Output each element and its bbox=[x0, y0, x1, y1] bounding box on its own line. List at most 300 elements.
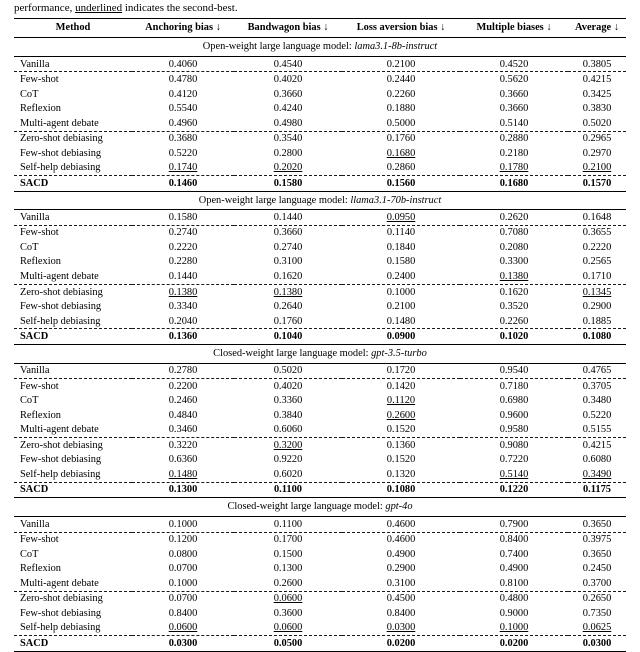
value-cell: 0.1140 bbox=[386, 227, 416, 239]
value-cell bbox=[132, 161, 234, 176]
value-cell: 0.0300 bbox=[132, 636, 234, 652]
second-best-value: 0.1380 bbox=[168, 286, 198, 298]
value-cell: 0.6020 bbox=[234, 467, 342, 482]
second-best-value: 0.1380 bbox=[499, 271, 529, 282]
value-cell: 0.3705 bbox=[582, 380, 612, 392]
value-cell: 0.5620 bbox=[499, 74, 529, 86]
method-cell: SACD bbox=[14, 329, 132, 345]
value-cell: 0.2800 bbox=[273, 147, 303, 159]
value-cell: 0.1500 bbox=[273, 548, 303, 560]
value-cell: 0.1175 bbox=[568, 482, 626, 498]
value-cell: 0.5000 bbox=[342, 116, 460, 131]
value-cell: 0.4900 bbox=[499, 563, 529, 575]
value-cell: 0.7180 bbox=[499, 380, 529, 392]
model-name: gpt-3.5-turbo bbox=[371, 347, 427, 359]
value-cell: 0.6080 bbox=[582, 454, 612, 466]
value-cell: 0.9540 bbox=[460, 363, 568, 379]
section-title bbox=[14, 38, 626, 57]
value-cell: 0.2900 bbox=[386, 563, 416, 575]
value-cell: 0.3830 bbox=[582, 103, 612, 115]
table-row bbox=[14, 210, 626, 226]
method-cell: Zero-shot debiasing bbox=[20, 133, 103, 145]
value-cell: 0.2220 bbox=[168, 241, 198, 253]
method-cell: Few-shot bbox=[20, 227, 59, 239]
value-cell: 0.1680 bbox=[460, 176, 568, 192]
table-row bbox=[14, 102, 626, 117]
value-cell bbox=[460, 161, 568, 176]
value-cell: 0.5220 bbox=[168, 147, 198, 159]
method-cell: Zero-shot debiasing bbox=[20, 286, 103, 298]
value-cell: 0.3655 bbox=[582, 227, 612, 239]
section-category: Open-weight large language model: bbox=[198, 194, 351, 206]
value-cell: 0.1760 bbox=[386, 133, 416, 145]
table-row bbox=[14, 606, 626, 621]
value-cell: 0.1440 bbox=[234, 210, 342, 226]
method-cell: Few-shot debiasing bbox=[20, 607, 102, 619]
value-cell: 0.5140 bbox=[460, 116, 568, 131]
value-cell: 0.2200 bbox=[168, 380, 198, 392]
method-cell: SACD bbox=[14, 482, 132, 498]
value-cell bbox=[132, 284, 234, 299]
value-cell: 0.3600 bbox=[273, 607, 303, 619]
value-cell: 0.4600 bbox=[386, 534, 416, 546]
section-title bbox=[14, 191, 626, 210]
section-title bbox=[14, 344, 626, 363]
value-cell: 0.2860 bbox=[342, 161, 460, 176]
value-cell: 0.1440 bbox=[132, 269, 234, 284]
section-category: Closed-weight large language model: bbox=[227, 501, 386, 513]
model-name: lama3.1-8b-instruct bbox=[354, 41, 438, 53]
second-best-value: 0.1380 bbox=[273, 286, 303, 298]
method-cell: Self-help debiasing bbox=[14, 621, 132, 636]
table-row bbox=[14, 621, 626, 636]
value-cell bbox=[132, 621, 234, 636]
value-cell: 0.8400 bbox=[168, 607, 198, 619]
value-cell: 0.1620 bbox=[499, 286, 529, 298]
section-header-row bbox=[14, 38, 626, 57]
value-cell: 0.3480 bbox=[582, 395, 612, 407]
second-best-value: 0.0300 bbox=[386, 622, 416, 634]
value-cell bbox=[342, 210, 460, 226]
table-row bbox=[14, 161, 626, 176]
method-cell: Few-shot debiasing bbox=[20, 147, 102, 159]
value-cell: 0.9580 bbox=[460, 423, 568, 438]
value-cell: 0.2280 bbox=[168, 256, 198, 268]
value-cell: 0.2040 bbox=[132, 314, 234, 329]
method-cell: Multi-agent debate bbox=[14, 423, 132, 438]
value-cell: 0.1080 bbox=[342, 482, 460, 498]
value-cell: 0.2440 bbox=[386, 74, 416, 86]
second-best-value: 0.1480 bbox=[168, 468, 198, 480]
value-cell: 0.1000 bbox=[386, 286, 416, 298]
table-row bbox=[14, 408, 626, 423]
method-cell: Multi-agent debate bbox=[14, 269, 132, 284]
table-row bbox=[14, 394, 626, 409]
value-cell: 0.1580 bbox=[386, 256, 416, 268]
value-cell: 0.2450 bbox=[582, 563, 612, 575]
second-best-value: 0.0600 bbox=[168, 622, 198, 634]
second-best-value: 0.2600 bbox=[386, 409, 416, 421]
value-cell: 0.4520 bbox=[460, 56, 568, 72]
value-cell: 0.6360 bbox=[168, 454, 198, 466]
second-best-value: 0.1740 bbox=[168, 162, 198, 174]
value-cell bbox=[234, 438, 342, 453]
value-cell bbox=[234, 161, 342, 176]
section-category: Closed-weight large language model: bbox=[213, 347, 372, 359]
value-cell: 0.2970 bbox=[582, 147, 612, 159]
value-cell bbox=[460, 621, 568, 636]
value-cell: 0.8400 bbox=[386, 607, 416, 619]
value-cell: 0.8400 bbox=[499, 534, 529, 546]
second-best-value: 0.1680 bbox=[386, 147, 416, 159]
value-cell: 0.0200 bbox=[342, 636, 460, 652]
value-cell: 0.1420 bbox=[386, 380, 416, 392]
value-cell: 0.3975 bbox=[582, 534, 612, 546]
table-row bbox=[14, 299, 626, 314]
results-table bbox=[14, 18, 626, 652]
value-cell: 0.8100 bbox=[460, 576, 568, 591]
table-row bbox=[14, 517, 626, 533]
value-cell: 0.4840 bbox=[168, 409, 198, 421]
section-header-row bbox=[14, 498, 626, 517]
table-row bbox=[14, 562, 626, 577]
value-cell: 0.3660 bbox=[499, 103, 529, 115]
value-cell: 0.1700 bbox=[273, 534, 303, 546]
value-cell bbox=[234, 591, 342, 606]
value-cell: 0.0900 bbox=[342, 329, 460, 345]
method-cell: Zero-shot debiasing bbox=[20, 439, 103, 451]
value-cell: 0.4215 bbox=[582, 74, 612, 86]
value-cell: 0.1480 bbox=[342, 314, 460, 329]
value-cell: 0.1840 bbox=[386, 241, 416, 253]
value-cell: 0.4800 bbox=[499, 593, 529, 605]
method-cell: Reflexion bbox=[20, 409, 61, 421]
table-row bbox=[14, 87, 626, 102]
method-cell: Vanilla bbox=[14, 517, 132, 533]
value-cell: 0.1580 bbox=[132, 210, 234, 226]
value-cell: 0.4060 bbox=[132, 56, 234, 72]
method-cell: SACD bbox=[14, 636, 132, 652]
value-cell: 0.9080 bbox=[499, 439, 529, 451]
method-cell: Self-help debiasing bbox=[14, 467, 132, 482]
value-cell: 0.1620 bbox=[234, 269, 342, 284]
table-row bbox=[14, 467, 626, 482]
value-cell: 0.3220 bbox=[168, 439, 198, 451]
value-cell: 0.5540 bbox=[168, 103, 198, 115]
column-header-0: Method bbox=[14, 19, 132, 38]
value-cell: 0.1460 bbox=[132, 176, 234, 192]
value-cell: 0.3660 bbox=[273, 88, 303, 100]
value-cell: 0.1220 bbox=[460, 482, 568, 498]
table-row bbox=[14, 379, 626, 394]
value-cell: 0.3660 bbox=[499, 88, 529, 100]
model-name: gpt-4o bbox=[385, 501, 413, 513]
value-cell: 0.4980 bbox=[234, 116, 342, 131]
value-cell: 0.0300 bbox=[568, 636, 626, 652]
method-cell: Few-shot bbox=[20, 534, 59, 546]
value-cell bbox=[132, 467, 234, 482]
table-row bbox=[14, 116, 626, 131]
table-row bbox=[14, 225, 626, 240]
table-row bbox=[14, 56, 626, 72]
value-cell: 0.3300 bbox=[499, 256, 529, 268]
value-cell: 0.4540 bbox=[234, 56, 342, 72]
value-cell bbox=[342, 621, 460, 636]
second-best-value: 0.3490 bbox=[582, 468, 612, 480]
value-cell: 0.1320 bbox=[342, 467, 460, 482]
method-cell: Self-help debiasing bbox=[14, 161, 132, 176]
value-cell: 0.4020 bbox=[273, 74, 303, 86]
value-cell: 0.4020 bbox=[273, 380, 303, 392]
value-cell: 0.1880 bbox=[386, 103, 416, 115]
section-header-row bbox=[14, 344, 626, 363]
table-row bbox=[14, 532, 626, 547]
method-cell: Reflexion bbox=[20, 563, 61, 575]
model-name: llama3.1-70b-instruct bbox=[350, 194, 442, 206]
value-cell: 0.9000 bbox=[499, 607, 529, 619]
method-cell: Few-shot debiasing bbox=[20, 301, 102, 313]
table-row bbox=[14, 576, 626, 591]
column-header-2: Bandwagon bias ↓ bbox=[234, 19, 342, 38]
value-cell: 0.3360 bbox=[273, 395, 303, 407]
method-cell: Zero-shot debiasing bbox=[20, 593, 103, 605]
value-cell: 0.2180 bbox=[499, 147, 529, 159]
value-cell: 0.0700 bbox=[168, 563, 198, 575]
second-best-value: 0.1345 bbox=[582, 286, 612, 298]
second-best-value: 0.0600 bbox=[273, 593, 303, 605]
value-cell: 0.2260 bbox=[460, 314, 568, 329]
value-cell bbox=[342, 146, 460, 161]
value-cell: 0.0700 bbox=[168, 593, 198, 605]
value-cell bbox=[342, 394, 460, 409]
value-cell: 0.0500 bbox=[234, 636, 342, 652]
method-cell: SACD bbox=[14, 176, 132, 192]
value-cell: 0.1560 bbox=[342, 176, 460, 192]
value-cell: 0.3650 bbox=[568, 517, 626, 533]
value-cell bbox=[234, 284, 342, 299]
table-row bbox=[14, 284, 626, 299]
value-cell bbox=[568, 284, 626, 299]
second-best-value: 0.0625 bbox=[582, 622, 612, 634]
value-cell: 0.0800 bbox=[168, 548, 198, 560]
table-row bbox=[14, 131, 626, 146]
table-row bbox=[14, 438, 626, 453]
value-cell: 0.6060 bbox=[234, 423, 342, 438]
method-cell: Few-shot bbox=[20, 74, 59, 86]
value-cell: 0.7220 bbox=[499, 454, 529, 466]
value-cell: 0.2100 bbox=[342, 56, 460, 72]
value-cell: 0.2400 bbox=[342, 269, 460, 284]
method-cell: Few-shot bbox=[20, 380, 59, 392]
value-cell: 0.1200 bbox=[168, 534, 198, 546]
caption-underlined-word: underlined bbox=[75, 2, 123, 14]
value-cell: 0.0200 bbox=[460, 636, 568, 652]
table-row bbox=[14, 146, 626, 161]
value-cell bbox=[568, 161, 626, 176]
value-cell: 0.1000 bbox=[132, 576, 234, 591]
value-cell: 0.1020 bbox=[460, 329, 568, 345]
value-cell bbox=[568, 467, 626, 482]
value-cell: 0.7900 bbox=[460, 517, 568, 533]
table-row bbox=[14, 269, 626, 284]
value-cell: 0.3425 bbox=[582, 88, 612, 100]
table-row bbox=[14, 636, 626, 652]
table-row bbox=[14, 255, 626, 270]
value-cell: 0.2880 bbox=[499, 133, 529, 145]
table-row bbox=[14, 423, 626, 438]
value-cell: 0.1570 bbox=[568, 176, 626, 192]
method-cell: Self-help debiasing bbox=[14, 314, 132, 329]
value-cell: 0.3650 bbox=[582, 548, 612, 560]
second-best-value: 0.5140 bbox=[499, 468, 529, 480]
value-cell: 0.3805 bbox=[568, 56, 626, 72]
table-row bbox=[14, 240, 626, 255]
value-cell: 0.1360 bbox=[132, 329, 234, 345]
header-row bbox=[14, 19, 626, 38]
value-cell: 0.1100 bbox=[234, 517, 342, 533]
method-cell: Few-shot debiasing bbox=[20, 454, 102, 466]
value-cell: 0.1760 bbox=[234, 314, 342, 329]
value-cell: 0.3540 bbox=[273, 133, 303, 145]
value-cell: 0.2650 bbox=[582, 593, 612, 605]
table-row bbox=[14, 329, 626, 345]
method-cell: Vanilla bbox=[14, 363, 132, 379]
value-cell: 0.1040 bbox=[234, 329, 342, 345]
column-header-3: Loss aversion bias ↓ bbox=[342, 19, 460, 38]
method-cell: Multi-agent debate bbox=[14, 576, 132, 591]
value-cell: 0.1648 bbox=[568, 210, 626, 226]
table-caption bbox=[0, 0, 640, 18]
value-cell: 0.3680 bbox=[168, 133, 198, 145]
section-category: Open-weight large language model: bbox=[202, 41, 355, 53]
method-cell: CoT bbox=[20, 88, 39, 100]
value-cell: 0.7400 bbox=[499, 548, 529, 560]
second-best-value: 0.1000 bbox=[499, 622, 529, 634]
caption-prefix: performance, bbox=[14, 2, 76, 14]
value-cell: 0.2640 bbox=[273, 301, 303, 313]
second-best-value: 0.3200 bbox=[273, 439, 303, 451]
value-cell: 0.3840 bbox=[273, 409, 303, 421]
value-cell bbox=[342, 408, 460, 423]
value-cell bbox=[568, 621, 626, 636]
second-best-value: 0.0600 bbox=[273, 622, 303, 634]
method-cell: Vanilla bbox=[14, 56, 132, 72]
value-cell: 0.4120 bbox=[168, 88, 198, 100]
value-cell: 0.7350 bbox=[582, 607, 612, 619]
table-row bbox=[14, 482, 626, 498]
column-header-4: Multiple biases ↓ bbox=[460, 19, 568, 38]
value-cell: 0.2600 bbox=[234, 576, 342, 591]
value-cell: 0.9220 bbox=[273, 454, 303, 466]
value-cell: 0.3100 bbox=[342, 576, 460, 591]
value-cell: 0.2100 bbox=[386, 301, 416, 313]
value-cell: 0.2740 bbox=[273, 241, 303, 253]
value-cell: 0.4960 bbox=[132, 116, 234, 131]
method-cell: CoT bbox=[20, 395, 39, 407]
value-cell: 0.3700 bbox=[568, 576, 626, 591]
method-cell: Multi-agent debate bbox=[14, 116, 132, 131]
value-cell: 0.2740 bbox=[168, 227, 198, 239]
section-title bbox=[14, 498, 626, 517]
value-cell: 0.4765 bbox=[568, 363, 626, 379]
second-best-value: 0.2100 bbox=[582, 162, 612, 174]
value-cell: 0.2260 bbox=[386, 88, 416, 100]
table-row bbox=[14, 453, 626, 468]
second-best-value: 0.0950 bbox=[386, 211, 416, 223]
column-header-5: Average ↓ bbox=[568, 19, 626, 38]
value-cell: 0.2620 bbox=[460, 210, 568, 226]
value-cell: 0.1000 bbox=[132, 517, 234, 533]
method-cell: Reflexion bbox=[20, 103, 61, 115]
value-cell: 0.4240 bbox=[273, 103, 303, 115]
value-cell: 0.4215 bbox=[582, 439, 612, 451]
value-cell: 0.1080 bbox=[568, 329, 626, 345]
table-row bbox=[14, 176, 626, 192]
value-cell: 0.1100 bbox=[234, 482, 342, 498]
value-cell: 0.1520 bbox=[342, 423, 460, 438]
method-cell: Vanilla bbox=[14, 210, 132, 226]
value-cell: 0.4780 bbox=[168, 74, 198, 86]
table-row bbox=[14, 363, 626, 379]
value-cell: 0.1300 bbox=[273, 563, 303, 575]
table-row bbox=[14, 591, 626, 606]
table-row bbox=[14, 547, 626, 562]
value-cell: 0.1710 bbox=[568, 269, 626, 284]
value-cell: 0.2900 bbox=[582, 301, 612, 313]
second-best-value: 0.1780 bbox=[499, 162, 529, 174]
section-header-row bbox=[14, 191, 626, 210]
value-cell: 0.3520 bbox=[499, 301, 529, 313]
method-cell: CoT bbox=[20, 241, 39, 253]
value-cell: 0.1520 bbox=[386, 454, 416, 466]
value-cell: 0.6980 bbox=[499, 395, 529, 407]
value-cell: 0.7080 bbox=[499, 227, 529, 239]
method-cell: Reflexion bbox=[20, 256, 61, 268]
value-cell: 0.3660 bbox=[273, 227, 303, 239]
value-cell: 0.4500 bbox=[386, 593, 416, 605]
value-cell: 0.5020 bbox=[568, 116, 626, 131]
value-cell: 0.5020 bbox=[234, 363, 342, 379]
value-cell bbox=[460, 269, 568, 284]
value-cell: 0.5220 bbox=[582, 409, 612, 421]
value-cell: 0.4600 bbox=[342, 517, 460, 533]
value-cell: 0.2220 bbox=[582, 241, 612, 253]
value-cell: 0.9600 bbox=[499, 409, 529, 421]
value-cell: 0.5155 bbox=[568, 423, 626, 438]
second-best-value: 0.2020 bbox=[273, 162, 303, 174]
value-cell: 0.1360 bbox=[386, 439, 416, 451]
value-cell: 0.1580 bbox=[234, 176, 342, 192]
value-cell bbox=[234, 621, 342, 636]
value-cell bbox=[460, 467, 568, 482]
caption-suffix: indicates the second-best. bbox=[122, 2, 238, 14]
value-cell: 0.2080 bbox=[499, 241, 529, 253]
value-cell: 0.3100 bbox=[273, 256, 303, 268]
value-cell: 0.3340 bbox=[168, 301, 198, 313]
value-cell: 0.1300 bbox=[132, 482, 234, 498]
column-header-1: Anchoring bias ↓ bbox=[132, 19, 234, 38]
value-cell: 0.2565 bbox=[582, 256, 612, 268]
value-cell: 0.1720 bbox=[342, 363, 460, 379]
table-row bbox=[14, 72, 626, 87]
value-cell: 0.1885 bbox=[568, 314, 626, 329]
value-cell: 0.2780 bbox=[132, 363, 234, 379]
value-cell: 0.2965 bbox=[582, 133, 612, 145]
table-row bbox=[14, 314, 626, 329]
second-best-value: 0.1120 bbox=[386, 395, 416, 407]
method-cell: CoT bbox=[20, 548, 39, 560]
value-cell: 0.3460 bbox=[132, 423, 234, 438]
